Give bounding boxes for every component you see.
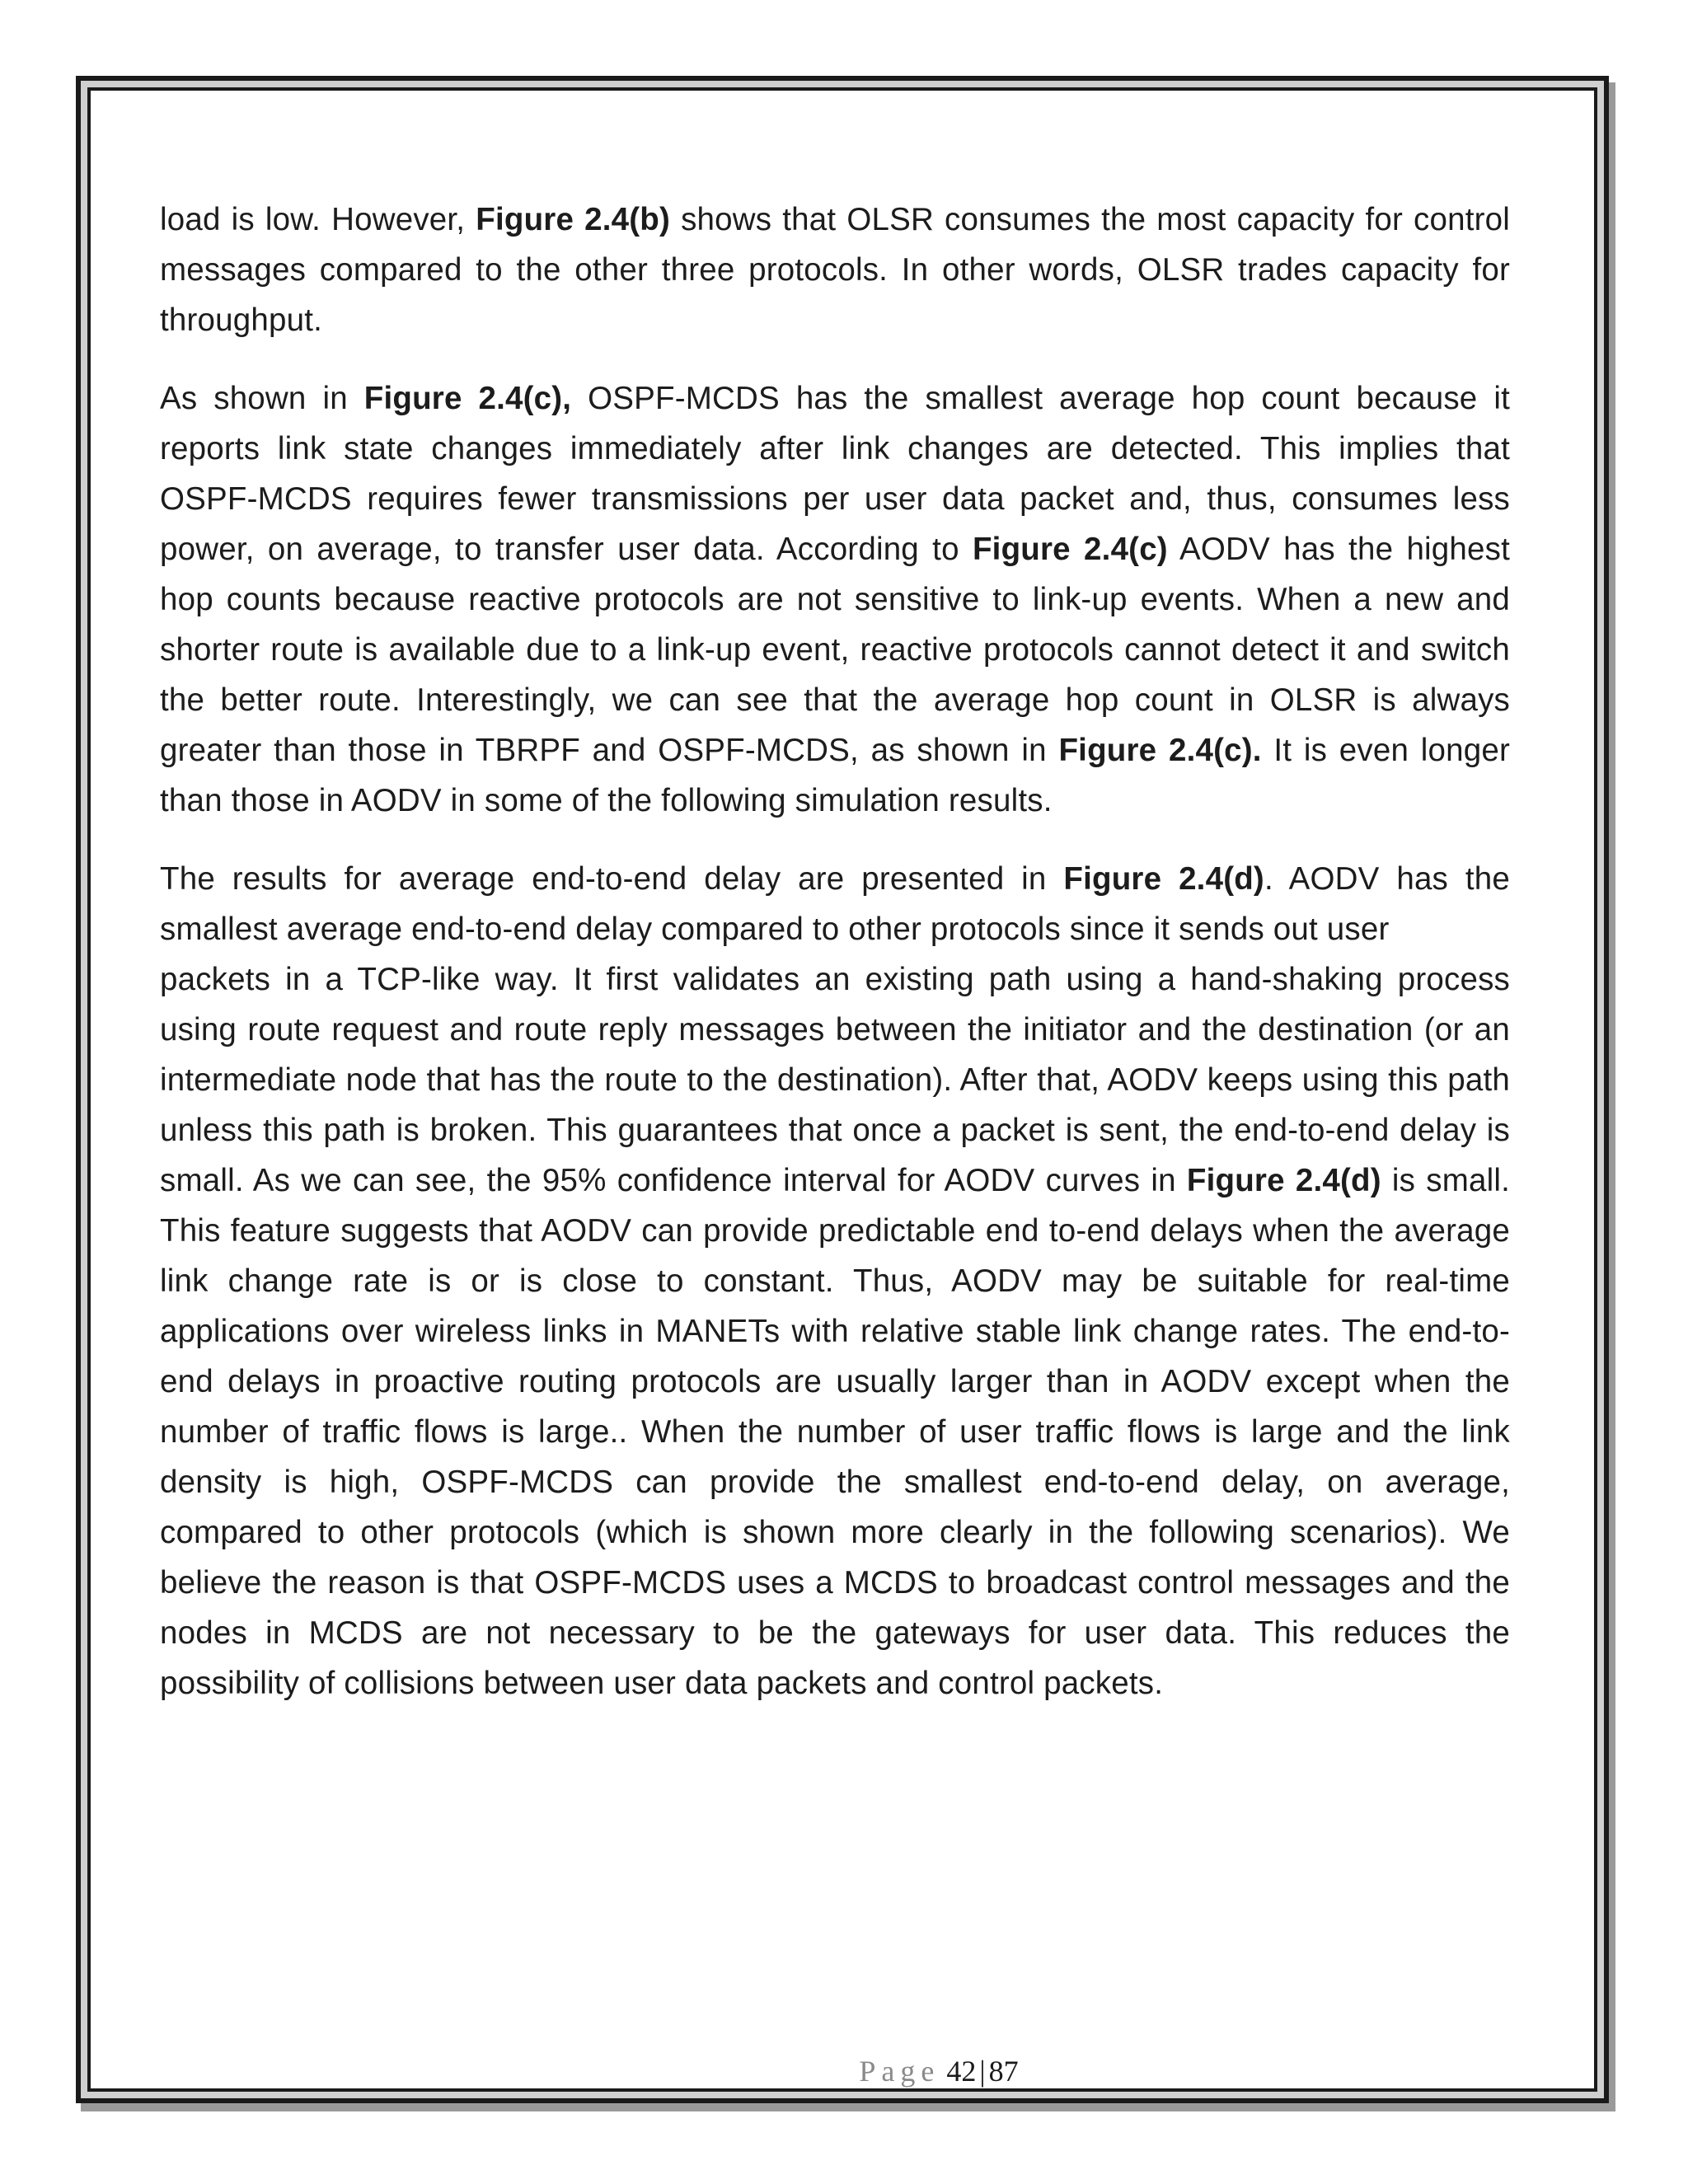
paragraph-2-text-2: OSPF-MCDS has the smallest average hop count because it reports link state changes immediately after link changes are detected. This implies that OSPF-MCDS requires fewer transmissions per user data packet and, thus, consumes less power, on average, to transfer user data. According to: [160, 381, 1510, 567]
paragraph-1-text-1: load is low. However,: [160, 202, 476, 237]
figure-ref-2-4d-first: Figure 2.4(d): [1063, 861, 1264, 897]
document-body: [160, 194, 1510, 1736]
figure-ref-2-4b: Figure 2.4(b): [476, 202, 671, 237]
current-page: 42: [946, 2055, 977, 2088]
paragraph-2-text-3: AODV has the highest hop counts because reactive protocols are not sensitive to link-up events. When a new and shorter route is available due to a link-up event, reactive protocols cannot detect it and switch the better route. Interestingly, we can see that the average hop count in OLSR is always greater than those in TBRPF and OSPF-MCDS, as shown in: [160, 532, 1510, 768]
figure-ref-2-4c-first: Figure 2.4(c),: [363, 381, 572, 416]
paragraph-3-text-1: The results for average end-to-end delay are presented in: [160, 861, 1064, 897]
page-footer: [0, 2054, 1688, 2088]
paragraph-1-text-2: shows that OLSR consumes the most capacity for control messages compared to the other three protocols. In other words, OLSR trades capacity for throughput.: [160, 202, 1511, 338]
figure-ref-2-4d-second: Figure 2.4(d): [1186, 1163, 1381, 1198]
page-separator: |: [979, 2055, 986, 2088]
paragraph-3-text-2: . AODV has the smallest average end-to-end delay compared to other protocols since it sends out user: [160, 861, 1510, 947]
paragraph-1: [160, 194, 1510, 345]
paragraph-2: [160, 373, 1510, 826]
figure-ref-2-4c-third: Figure 2.4(c).: [1058, 733, 1262, 768]
paragraph-2-text-1: As shown in: [160, 381, 364, 416]
paragraph-3-text-4: is small. This feature suggests that AODV can provide predictable end to-end delays when the average link change rate is or is close to constant. Thus, AODV may be suitable for real-time applications over wireless links in MANETs with relative stable link change rates. The end-to-end delays in proactive routing protocols are usually larger than in AODV except when the number of traffic flows is large.. When the number of user traffic flows is large and the link density is high, OSPF-MCDS can provide the smallest end-to-end delay, on average, compared to other protocols (which is shown more clearly in the following scenarios). We believe the reason is that OSPF-MCDS uses a MCDS to broadcast control messages and the nodes in MCDS are not necessary to be the gateways for user data. This reduces the possibility of collisions between user data packets and control packets.: [160, 1163, 1511, 1701]
paragraph-3-text-3: packets in a TCP-like way. It first validates an existing path using a hand-shaking process using route request and route reply messages between the initiator and the destination (or an intermediate node that has the route to the destination). After that, AODV keeps using this path unless this path is broken. This guarantees that once a packet is sent, the end-to-end delay is small. As we can see, the 95% confidence interval for AODV curves in: [160, 962, 1510, 1198]
page-number: [859, 2054, 1018, 2088]
paragraph-3: [160, 854, 1510, 1708]
figure-ref-2-4c-second: Figure 2.4(c): [972, 532, 1168, 567]
total-pages: 87: [988, 2055, 1019, 2088]
page-label: Page: [859, 2055, 940, 2088]
paragraph-2-text-4: It is even longer than those in AODV in some of the following simulation results.: [160, 733, 1510, 818]
